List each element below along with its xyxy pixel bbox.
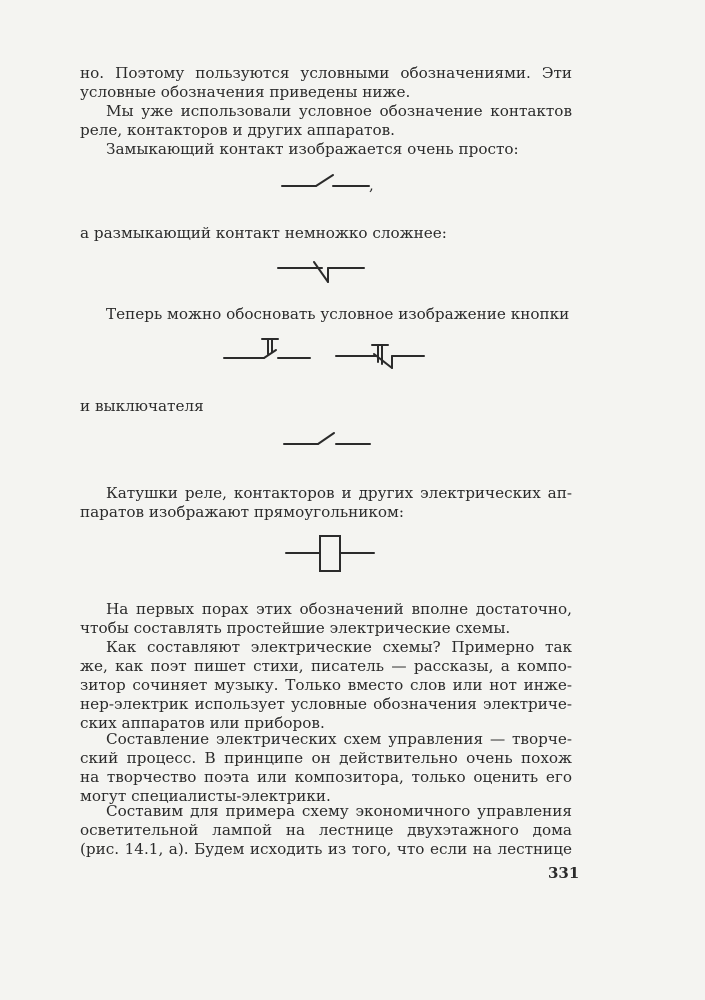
text-line: чтобы составлять простейшие электрические схемы. xyxy=(80,619,511,637)
text-line: Составим для примера схему экономичного управления xyxy=(106,802,572,820)
paragraph-10 xyxy=(80,730,572,806)
text-line: На первых порах этих обозначений вполне достаточно, xyxy=(106,600,572,618)
switch-symbol xyxy=(284,428,384,458)
contact-blade xyxy=(316,175,333,186)
text-line: ский процесс. В принципе он действительно очень похож xyxy=(80,749,572,767)
coil-rectangle xyxy=(320,536,340,571)
text-line: Теперь можно обосновать условное изображение кнопки xyxy=(106,305,570,323)
text-line: и выключателя xyxy=(80,397,204,415)
text-line: условные обозначения приведены ниже. xyxy=(80,83,411,101)
paragraph-5 xyxy=(80,305,572,324)
text-line: паратов изображают прямоугольником: xyxy=(80,503,404,521)
paragraph-3 xyxy=(80,140,572,159)
text-line: могут специалисты-электрики. xyxy=(80,787,331,805)
paragraph-8 xyxy=(80,600,572,638)
pushbutton-break-symbol xyxy=(336,336,436,376)
contact-blade xyxy=(314,262,328,282)
paragraph-9 xyxy=(80,638,572,733)
paragraph-6 xyxy=(80,397,572,416)
paragraph-11 xyxy=(80,802,572,859)
text-line: нер-электрик использует условные обозначения электриче- xyxy=(80,695,572,713)
page-number: 331 xyxy=(548,864,580,882)
coil-symbol xyxy=(286,534,386,578)
text-line: Составление электрических схем управления — творче- xyxy=(106,730,572,748)
text-line: Как составляют электрические схемы? Примерно так xyxy=(106,638,572,656)
text-line: на творчество поэта или композитора, только оценить его xyxy=(80,768,572,786)
paragraph-2 xyxy=(80,102,572,140)
text-line: зитор сочиняет музыку. Только вместо слов или нот инже- xyxy=(80,676,572,694)
paragraph-1 xyxy=(80,64,572,102)
text-line: (рис. 14.1, а). Будем исходить из того, что если на лестнице xyxy=(80,840,572,858)
paragraph-7 xyxy=(80,484,572,522)
paragraph-4 xyxy=(80,224,572,243)
pushbutton-make-symbol xyxy=(224,336,324,376)
closing-contact-symbol xyxy=(282,172,392,202)
text-line: Мы уже использовали условное обозначение контактов xyxy=(106,102,572,120)
text-line: а размыкающий контакт немножко сложнее: xyxy=(80,224,447,242)
symbol-comma: , xyxy=(369,176,374,194)
text-line: реле, контакторов и других аппаратов. xyxy=(80,121,395,139)
text-line: же, как поэт пишет стихи, писатель — рассказы, а компо- xyxy=(80,657,572,675)
text-line: но. Поэтому пользуются условными обозначениями. Эти xyxy=(80,64,572,82)
text-line: Замыкающий контакт изображается очень просто: xyxy=(106,140,519,158)
contact-blade xyxy=(264,350,276,358)
text-line: Катушки реле, контакторов и других электрических ап- xyxy=(106,484,572,502)
opening-contact-symbol xyxy=(278,260,378,300)
switch-blade xyxy=(318,433,334,444)
text-line: ских аппаратов или приборов. xyxy=(80,714,325,732)
text-line: осветительной лампой на лестнице двухэтажного дома xyxy=(80,821,572,839)
